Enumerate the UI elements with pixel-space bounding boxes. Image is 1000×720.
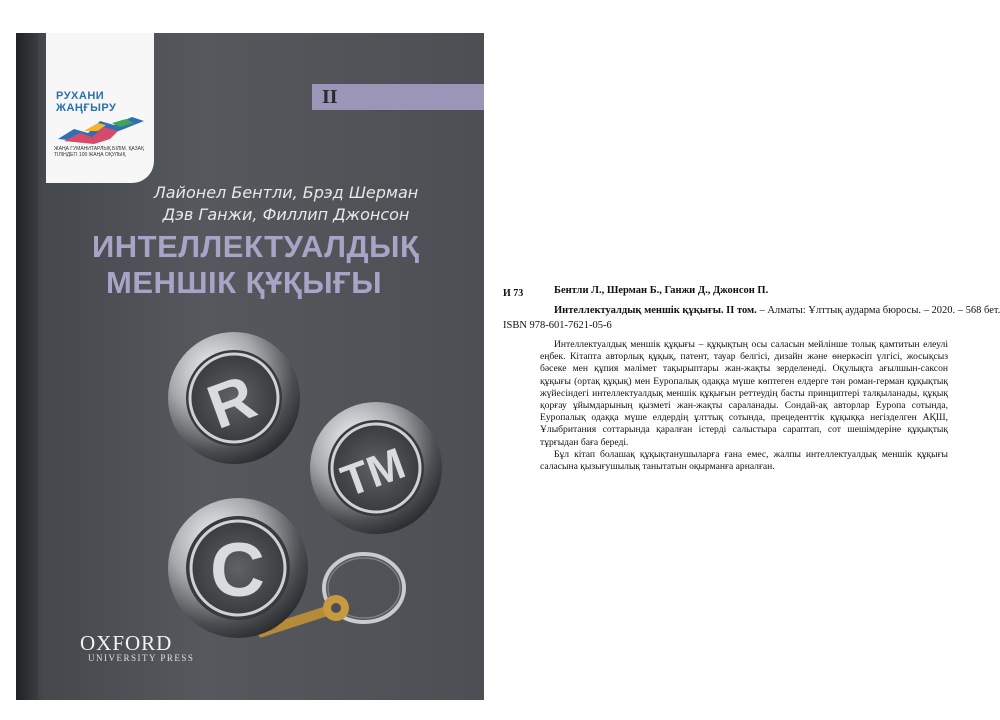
volume-label: II [322, 86, 338, 108]
record-authors: Бентли Л., Шерман Б., Ганжи Д., Джонсон П. [554, 285, 769, 296]
brand-subtitle: ЖАҢА ГУМАНИТАРЛЫҚ БІЛІМ. ҚАЗАҚ ТІЛІНДЕГІ 100 ЖАҢА ОҚУЛЫҚ [54, 146, 144, 158]
classification-code: И 73 [503, 288, 524, 299]
abstract-paragraph-2: Бұл кітап болашақ құқықтанушыларға ғана емес, жалпы интеллектуалдық меншік құқығы саласына қызығушылық танытатын оқырманға арналған. [540, 448, 948, 473]
symbol-tm-text: TM [334, 438, 412, 507]
cover-authors-line-1: Лайонел Бентли, Брэд Шерман [153, 183, 419, 202]
brand-title: РУХАНИ ЖАҢҒЫРУ [56, 90, 117, 114]
cover-title-line-2: МЕНШІК ҚҰҚЫҒЫ [106, 265, 383, 300]
symbol-c-text: C [210, 528, 265, 613]
record-publication: – Алматы: Ұлттық аударма бюросы. – 2020. – 568 бет. [756, 305, 1000, 316]
record-title: Интеллектуалдық меншік құқығы. II том. [554, 305, 757, 316]
bibliographic-line [554, 305, 1000, 316]
symbol-r-text: R [198, 362, 265, 443]
publisher-name: OXFORD [80, 631, 173, 655]
cover-authors-line-2: Дэв Ганжи, Филлип Джонсон [162, 205, 410, 224]
publisher-subtitle: UNIVERSITY PRESS [88, 653, 195, 663]
abstract [540, 339, 948, 473]
isbn: ISBN 978-601-7621-05-6 [503, 320, 612, 331]
cover-title-line-1: ИНТЕЛЛЕКТУАЛДЫҚ [92, 229, 420, 264]
abstract-paragraph-1: Интеллектуалдық меншік құқығы – құқықтың осы саласын мейлінше толық қамтитын елеулі еңбек. Кітапта авторлық құқық, патент, тауар белгісі, дизайн және өнеркәсіп үлгісі, жосықсыз бәсеке мен құпия мәлімет тақырыптары жан-жақты зерделенеді. Оқулықта ағылшын-саксон құқығы (ортақ құқық) мен Еуропалық одаққа мүше көптеген елдерге тән роман-герман құқықтық жүйесіндегі интеллектуалдық меншік құқығын реттеудің басты принциптері талқыланады, құқық қорғау ұйымдарының қызметі жан-жақты сараланады. Сондай-ақ авторлар Еуропа сотында, Еуропалық одаққа мүше елдердің ұлттық сотында, прецеденттік құқыққа негізделген АҚШ, Ұлыбритания соттарында қаралған істерді салыстыра сараптап, сот шешімдеріне құқықтық тұрғыдан баға береді. [540, 339, 948, 448]
